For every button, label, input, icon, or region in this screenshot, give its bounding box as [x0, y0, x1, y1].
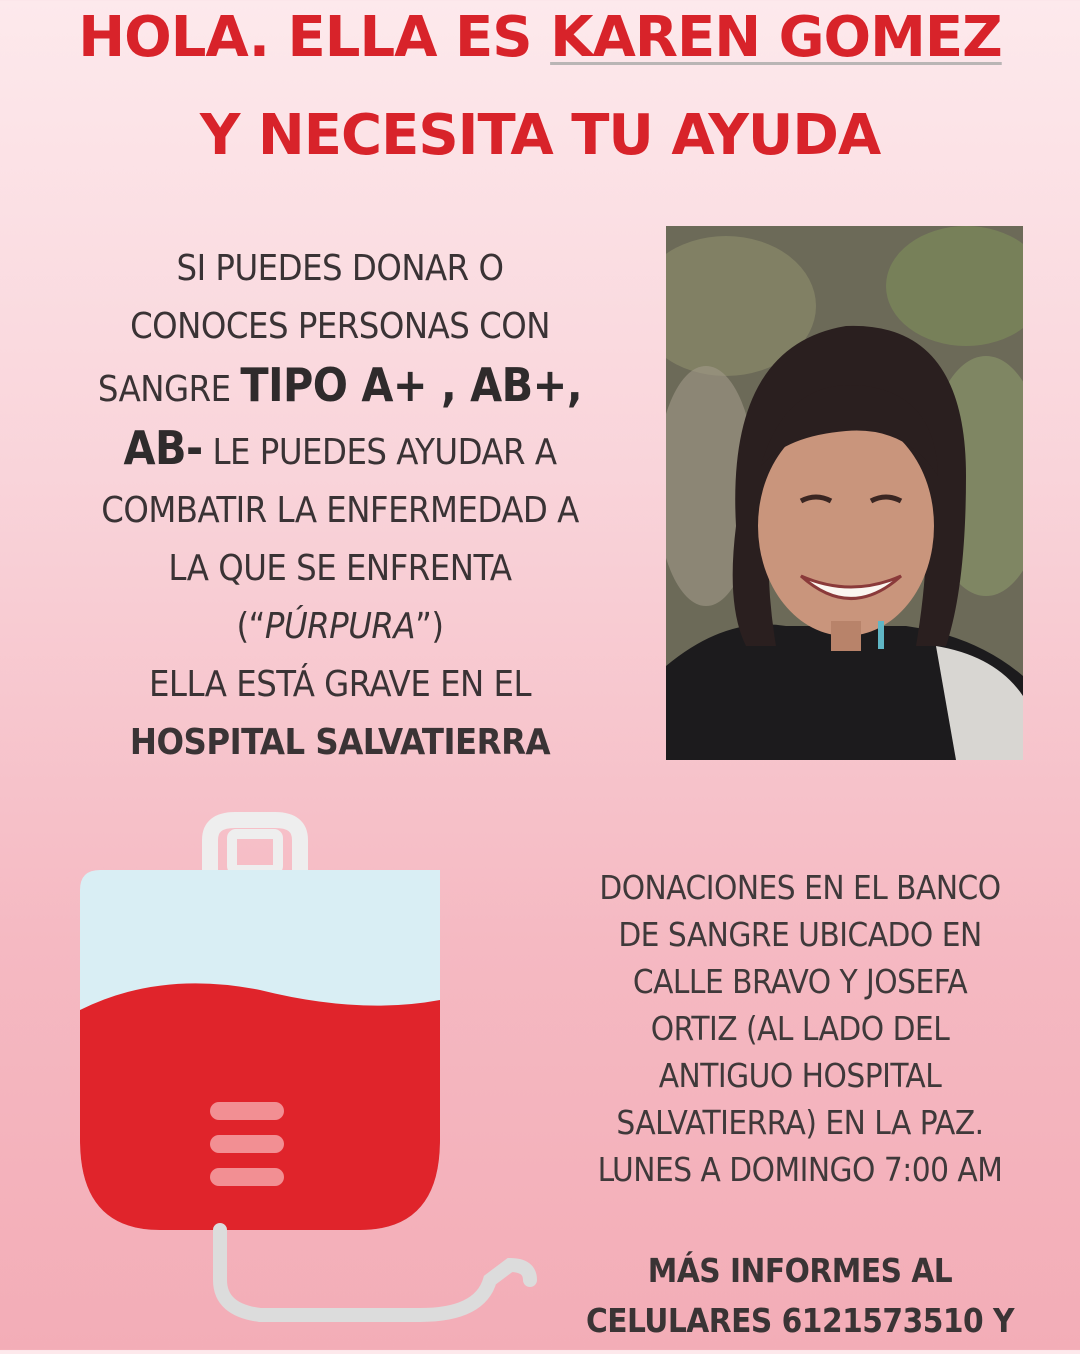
appeal-line — [30, 598, 650, 656]
blood-type-ab-neg: AB- — [123, 421, 203, 475]
patient-photo — [666, 226, 1023, 760]
headline-line-2: Y NECESITA TU AYUDA — [199, 103, 881, 168]
location-line: ORTIZ (AL LADO DEL — [650, 1009, 950, 1048]
appeal-line: ELLA ESTÁ GRAVE EN EL — [148, 664, 532, 705]
appeal-line: COMBATIR LA ENFERMEDAD A — [101, 490, 579, 531]
location-line: DONACIONES EN EL BANCO — [599, 868, 1001, 907]
blood-types: TIPO A+ , AB+, — [240, 358, 583, 412]
hospital-name: HOSPITAL SALVATIERRA — [129, 722, 551, 763]
disease-name: PÚRPURA — [264, 606, 416, 647]
contact-heading: MÁS INFORMES AL — [647, 1251, 953, 1290]
contact-phone: CELULARES 6121573510 Y — [585, 1301, 1015, 1340]
quote-close: ”) — [415, 606, 444, 647]
appeal-line: SI PUEDES DONAR O — [176, 248, 504, 289]
quote-open: (“ — [236, 606, 265, 647]
location-line: CALLE BRAVO Y JOSEFA — [632, 962, 968, 1001]
appeal-line: CONOCES PERSONAS CON — [130, 306, 550, 347]
donation-location — [540, 864, 1060, 1193]
headline-line-1 — [0, 5, 1080, 82]
appeal-text: SANGRE — [97, 369, 241, 410]
appeal-line: LA QUE SE ENFRENTA — [168, 548, 512, 589]
appeal-line — [30, 356, 650, 419]
donation-appeal — [30, 240, 650, 772]
patient-photo-illustration — [666, 226, 1023, 760]
location-line: SALVATIERRA) EN LA PAZ. — [616, 1103, 984, 1142]
headline-greeting: HOLA. ELLA ES — [78, 5, 551, 70]
location-line: DE SANGRE UBICADO EN — [618, 915, 982, 954]
schedule: LUNES A DOMINGO 7:00 AM — [597, 1150, 1003, 1189]
appeal-text: LE PUEDES AYUDAR A — [202, 432, 557, 473]
contact-info — [530, 1246, 1070, 1346]
blood-bag-icon — [60, 810, 540, 1350]
headline — [0, 5, 1080, 168]
patient-name: KAREN GOMEZ — [550, 5, 1002, 70]
appeal-line — [30, 419, 650, 482]
location-line: ANTIGUO HOSPITAL — [658, 1056, 942, 1095]
